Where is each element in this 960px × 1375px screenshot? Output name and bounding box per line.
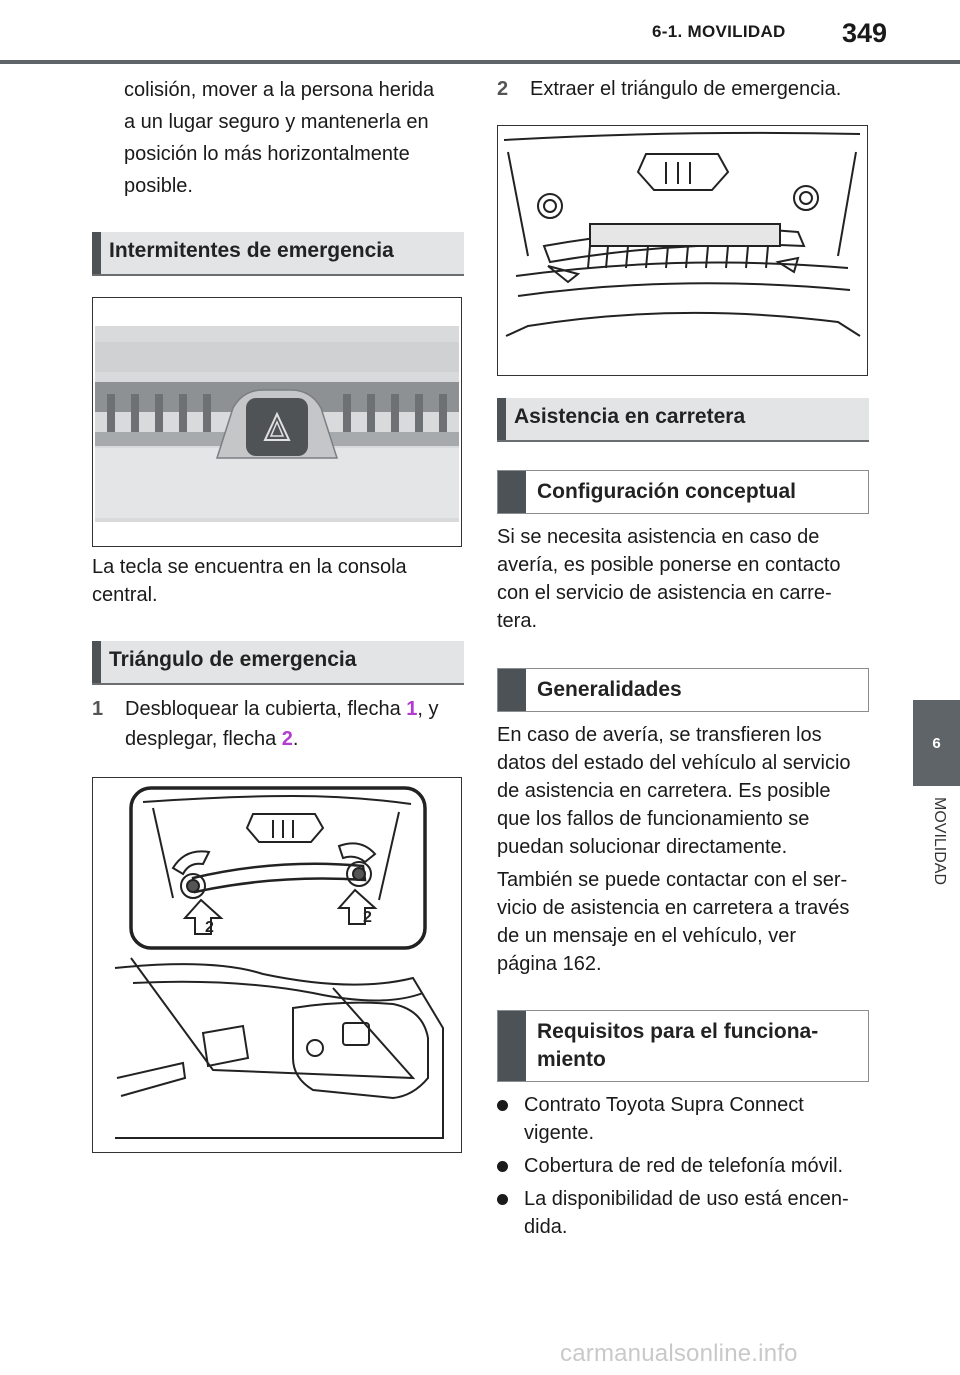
subheading-general [497, 668, 869, 712]
concept-line: Si se necesita asistencia en caso de [497, 526, 820, 548]
contact-line: También se puede contactar con el ser- [497, 869, 848, 891]
subheading-label: Generalidades [537, 678, 682, 701]
hazard-line: central. [92, 584, 158, 606]
triangle-removal-figure [497, 125, 868, 376]
cover-unlock-figure [92, 777, 462, 1153]
requirement-text [524, 1185, 869, 1241]
intro-line: posición lo más horizontalmente [124, 143, 410, 165]
hazard-switch-illustration [93, 298, 461, 546]
section-heading-triangle [92, 641, 464, 685]
subheading-label: Configuración conceptual [537, 480, 797, 503]
hazard-switch-figure [92, 297, 462, 547]
step-text-part: , y [417, 698, 439, 720]
cover-unlock-illustration [93, 778, 461, 1152]
heading-bar [92, 641, 101, 683]
intro-line: a un lugar seguro y mantenerla en [124, 111, 429, 133]
watermark: carmanualsonline.info [560, 1340, 798, 1367]
subheading-line: Requisitos para el funciona- [537, 1020, 819, 1043]
arrow-reference-1: 1 [406, 698, 418, 720]
arrow-reference-2: 2 [281, 728, 293, 750]
hazard-line: La tecla se encuentra en la consola [92, 556, 407, 578]
header-divider [0, 60, 960, 64]
heading-bar [92, 232, 101, 274]
general-line: En caso de avería, se transfieren los [497, 724, 822, 746]
chapter-tab[interactable] [913, 700, 960, 786]
chapter-label: MOVILIDAD [931, 797, 948, 886]
concept-line: con el servicio de asistencia en carre- [497, 582, 832, 604]
step-number: 1 [92, 698, 104, 720]
hazard-paragraph [92, 553, 464, 609]
chapter-number: 6 [932, 734, 941, 752]
general-line: de asistencia en carretera. Es posible [497, 780, 831, 802]
subheading-requirements [497, 1010, 869, 1082]
subheading-concept [497, 470, 869, 514]
contact-paragraph [497, 866, 869, 978]
arrow-label-a: 2 [205, 919, 214, 936]
concept-line: avería, es posible ponerse en contacto [497, 554, 841, 576]
triangle-removal-illustration [498, 126, 867, 375]
requirement-line: dida. [524, 1216, 568, 1238]
general-line: que los fallos de funcionamiento se [497, 808, 810, 830]
general-paragraph [497, 721, 869, 861]
subheading-bar [498, 471, 526, 513]
step-text-part: desplegar, flecha [125, 728, 282, 750]
section-title: 6-1. MOVILIDAD [652, 22, 786, 41]
requirement-line: Cobertura de red de telefonía móvil. [524, 1155, 844, 1177]
concept-line: tera. [497, 610, 538, 632]
contact-line: vicio de asistencia en carretera a través [497, 897, 850, 919]
bullet-dot [497, 1100, 508, 1111]
requirement-item [497, 1185, 869, 1243]
bullet-dot [497, 1194, 508, 1205]
step-text: Extraer el triángulo de emergencia. [530, 78, 842, 100]
step-number: 2 [497, 78, 509, 100]
step-text [125, 694, 465, 754]
subheading-bar [498, 669, 526, 711]
heading-label: Asistencia en carretera [514, 405, 746, 428]
step-text-part: . [292, 728, 299, 750]
heading-label: Triángulo de emergencia [109, 648, 357, 671]
step-text-part: Desbloquear la cubierta, flecha [125, 698, 407, 720]
step-2 [497, 74, 869, 106]
requirement-text [524, 1091, 869, 1147]
requirement-item [497, 1091, 869, 1149]
concept-paragraph [497, 523, 869, 635]
intro-paragraph [124, 74, 464, 202]
general-line: puedan solucionar directamente. [497, 836, 788, 858]
heading-label: Intermitentes de emergencia [109, 239, 394, 262]
section-heading-hazard [92, 232, 464, 276]
heading-bar [497, 398, 506, 440]
requirement-item [497, 1152, 869, 1182]
requirement-line: La disponibilidad de uso está encen- [524, 1188, 849, 1210]
step-1 [92, 694, 464, 758]
page-number: 349 [842, 18, 888, 48]
requirement-line: vigente. [524, 1122, 595, 1144]
contact-line: página 162. [497, 953, 602, 975]
section-heading-roadside [497, 398, 869, 442]
subheading-line: miento [537, 1048, 606, 1071]
requirement-text [524, 1152, 869, 1180]
arrow-label-b: 2 [363, 909, 372, 926]
bullet-dot [497, 1161, 508, 1172]
intro-line: posible. [124, 175, 193, 197]
contact-line: de un mensaje en el vehículo, ver [497, 925, 797, 947]
subheading-bar [498, 1011, 526, 1081]
intro-line: colisión, mover a la persona herida [124, 79, 435, 101]
general-line: datos del estado del vehículo al servicio [497, 752, 851, 774]
requirement-line: Contrato Toyota Supra Connect [524, 1094, 804, 1116]
subheading-label [537, 1018, 857, 1074]
